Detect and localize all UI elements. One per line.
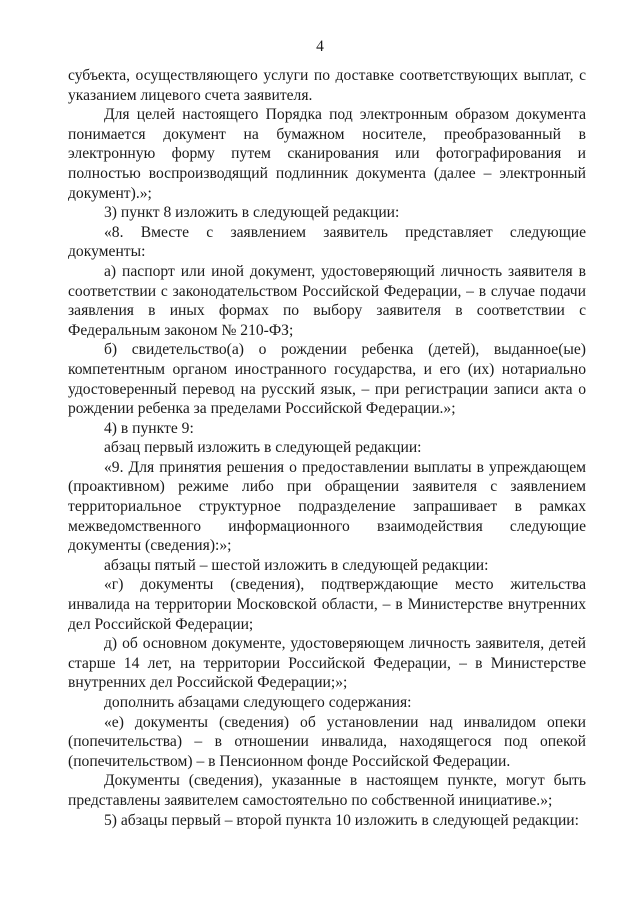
paragraph-8: абзац первый изложить в следующей редакции:	[104, 439, 422, 457]
paragraph-6: б) свидетельство(а) о рождении ребенка (детей), выданное(ые) компетентным органом иностранного государства, и его (их) нотариально удостоверенный перевод на русский язык, – при регистрации записи акта о рождении ребенка за пределами Российской Федерации.»;	[68, 341, 586, 418]
paragraph-13: дополнить абзацами следующего содержания:	[104, 694, 412, 711]
paragraph-15: Документы (сведения), указанные в настоящем пункте, могут быть представлены заявителем самостоятельно по собственной инициативе.»;	[68, 772, 586, 809]
paragraph-2: Для целей настоящего Порядка под электронным образом документа понимается документ на бумажном носителе, преобразованный в электронную форму путем сканирования или фотографирования и полностью воспроизводящий подлинник документа (далее – электронный документ).»;	[68, 106, 586, 202]
paragraph-16: 5) абзацы первый – второй пункта 10 изложить в следующей редакции:	[104, 811, 579, 829]
paragraph-10: абзацы пятый – шестой изложить в следующей редакции:	[104, 556, 489, 574]
paragraph-9: «9. Для принятия решения о предоставлении выплаты в упреждающем (проактивном) режиме либо при обращении заявителя с заявлением территориальное структурное подразделение запрашивает в рамках межведомственного информационного взаимодействия следующие документы (сведения):»;	[68, 458, 586, 555]
paragraph-5: а) паспорт или иной документ, удостоверяющий личность заявителя в соответствии с законодательством Российской Федерации, – в случае подачи заявления в иных формах по выбору заявителя в соответствии с Федеральным законом № 210-ФЗ;	[68, 262, 586, 339]
paragraph-4: «8. Вместе с заявлением заявитель представляет следующие документы:	[68, 223, 586, 261]
paragraph-1: субъекта, осуществляющего услуги по доставке соответствующих выплат, с указанием лицевого счета заявителя.	[68, 67, 586, 104]
paragraph-7: 4) в пункте 9:	[104, 419, 194, 437]
paragraph-12: д) об основном документе, удостоверяющем личность заявителя, детей старше 14 лет, на территории Российской Федерации, – в Министерстве внутренних дел Российской Федерации;»;	[68, 635, 586, 692]
document-body	[68, 66, 586, 830]
paragraph-14: «е) документы (сведения) об установлении над инвалидом опеки (попечительства) – в отношении инвалида, находящегося под опекой (попечительством) – в Пенсионном фонде Российской Федерации.	[68, 713, 586, 770]
paragraph-3: 3) пункт 8 изложить в следующей редакции:	[104, 204, 400, 222]
paragraph-11: «г) документы (сведения), подтверждающие место жительства инвалида на территории Московской области, – в Министерстве внутренних дел Российской Федерации;	[68, 576, 586, 633]
page-number: 4	[316, 38, 324, 55]
